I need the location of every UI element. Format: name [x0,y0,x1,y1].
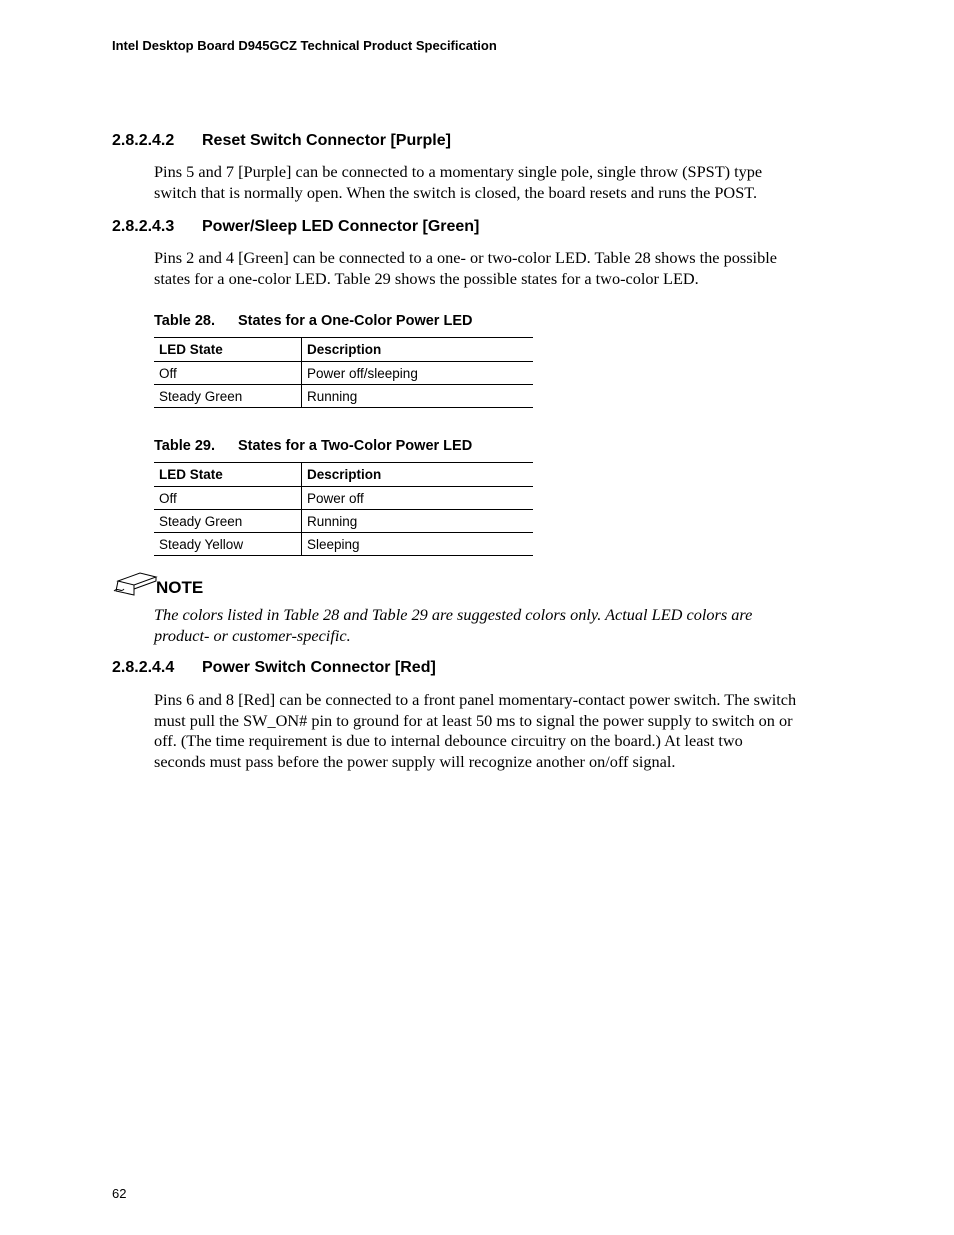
section-title: Power Switch Connector [Red] [202,659,436,676]
table-number: Table 28. [154,313,215,329]
table-number: Table 29. [154,438,215,454]
table-cell: Running [302,510,534,533]
note-label: NOTE [156,578,204,597]
column-header: Description [302,463,534,487]
paragraph-power-switch [154,690,844,772]
paragraph-line: seconds must pass before the power supply will recognize another on/off signal. [154,751,676,771]
table-cell: Off [154,362,302,385]
section-heading-power-sleep-led [112,218,479,236]
table-title: States for a Two-Color Power LED [238,438,473,454]
section-number: 2.8.2.4.3 [112,218,175,235]
paragraph-power-sleep-led [154,248,844,289]
table-header-row [154,463,533,487]
table-cell: Power off/sleeping [302,362,534,385]
table-cell: Sleeping [302,533,534,556]
paragraph-line: off. (The time requirement is due to internal debounce circuitry on the board.) At least two [154,731,743,750]
paragraph-line: Pins 5 and 7 [Purple] can be connected to a momentary single pole, single throw (SPST) type [154,162,763,181]
note-heading [112,570,203,600]
table-one-color-power-led [154,337,533,408]
page-number: 62 [112,1186,127,1201]
column-header: Description [302,338,534,362]
section-title: Power/Sleep LED Connector [Green] [202,218,480,235]
note-pencil-icon [112,569,158,602]
paragraph-line: switch that is normally open. When the switch is closed, the board resets and runs the POST. [154,182,758,202]
note-line: product- or customer-specific. [154,625,351,645]
section-number: 2.8.2.4.2 [112,132,175,149]
paragraph-line: Pins 6 and 8 [Red] can be connected to a front panel momentary-contact power switch. The switch [154,690,797,709]
paragraph-reset-switch [154,162,844,203]
paragraph-line: states for a one-color LED. Table 29 shows the possible states for a two-color LED. [154,268,699,288]
table-cell: Steady Yellow [154,533,302,556]
table-caption-28 [154,313,472,329]
table-cell: Power off [302,487,534,510]
table-cell: Off [154,487,302,510]
table-title: States for a One-Color Power LED [238,313,473,329]
table-cell: Steady Green [154,385,302,408]
running-header: Intel Desktop Board D945GCZ Technical Product Specification [112,38,497,53]
table-header-row [154,338,533,362]
table-row [154,362,533,385]
note-text [154,605,844,646]
note-line: The colors listed in Table 28 and Table 29 are suggested colors only. Actual LED colors are [154,605,753,624]
table-row [154,533,533,556]
table-caption-29 [154,438,472,454]
section-heading-reset-switch [112,132,451,150]
table-row [154,385,533,408]
section-heading-power-switch [112,659,436,677]
column-header: LED State [154,463,302,487]
section-title: Reset Switch Connector [Purple] [202,132,451,149]
table-cell: Steady Green [154,510,302,533]
table-cell: Running [302,385,534,408]
table-row [154,487,533,510]
table-row [154,510,533,533]
section-number: 2.8.2.4.4 [112,659,175,676]
paragraph-line: Pins 2 and 4 [Green] can be connected to a one- or two-color LED. Table 28 shows the possible [154,248,777,267]
paragraph-line: must pull the SW_ON# pin to ground for at least 50 ms to signal the power supply to switch on or [154,710,793,730]
table-two-color-power-led [154,462,533,556]
column-header: LED State [154,338,302,362]
